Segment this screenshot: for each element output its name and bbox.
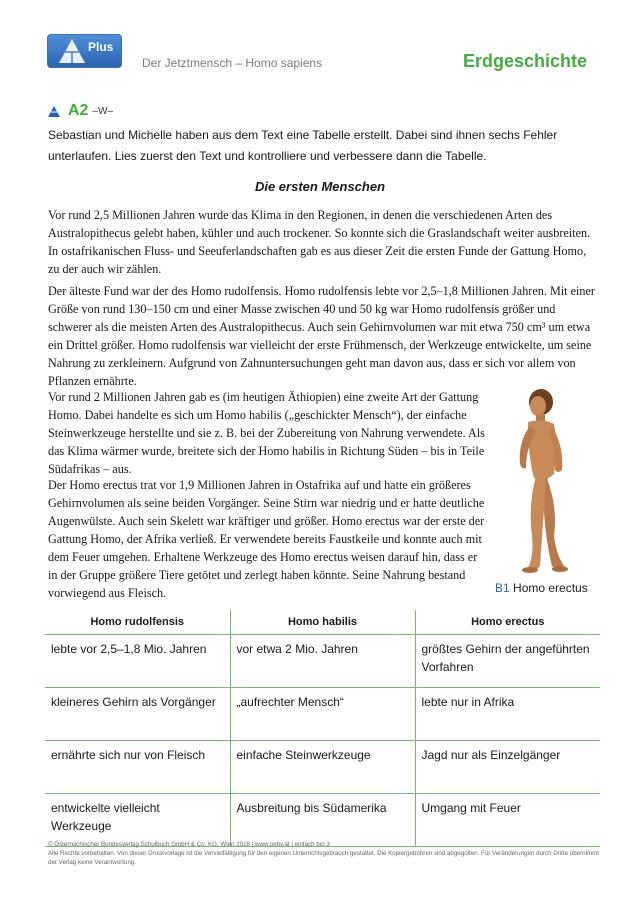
pyramid-icon <box>58 38 86 64</box>
text-paragraph-1: Vor rund 2,5 Millionen Jahren wurde das Klima in den Regionen, in denen die verschiedenen Arten des Australopithecus gelebt haben, kühler und auch trockener. So konnte sich die Graslandschaft weiter ausbreiten. In ostafrikanischen Fluss- und Seeuferlandschaften gab es aus dieser Zeit die ersten Funde der Gattung Homo, zu der auch wir zählen. <box>48 208 591 276</box>
text-paragraph-3: Vor rund 2 Millionen Jahren gab es (im heutigen Äthiopien) eine zweite Art der Gattung Homo. Dabei handelte es sich um Homo habilis („geschickter Mensch“), der einfache Steinwerkzeuge herstellte und sie z. B. bei der Zubereitung von Nahrung verwendete. Als das Klima wärmer wurde, breitete sich der Homo habilis in Richtung Süden – bis in Teile Südafrikas – aus. <box>48 390 485 476</box>
task-number: A2 <box>68 102 89 119</box>
table-cell: vor etwa 2 Mio. Jahren <box>230 635 415 688</box>
task-level: –W– <box>92 105 114 117</box>
text-paragraph-2: Der älteste Fund war der des Homo rudolfensis. Homo rudolfensis lebte vor 2,5–1,8 Millionen Jahren. Mit einer Größe von rund 130–150 cm und einer Masse zwischen 40 und 50 kg war Homo rudolfensis größer und schwerer als die meisten Arten des Australopithecus. Auch sein Gehirnvolumen war mit etwa 750 cm³ um etwa ein Drittel größer. Homo rudolfensis war vielleicht der erste Frühmensch, der Werkzeuge entwickelte, um seine Nahrung zu zerkleinern. Aufgrund von Zahnuntersuchungen geht man davon aus, dass er sich vor allem von Pflanzen ernährte. <box>48 284 595 388</box>
category-title: Erdgeschichte <box>462 51 587 71</box>
table-cell: lebte nur in Afrika <box>415 688 600 741</box>
table-header-row <box>45 610 600 635</box>
table-cell: entwickelte vielleicht Werkzeuge <box>45 794 230 847</box>
table-cell: einfache Steinwerkzeuge <box>230 741 415 794</box>
column-header: Homo erectus <box>415 610 600 635</box>
footer-line-2: Alle Rechte vorbehalten. Von dieser Druckvorlage ist die Vervielfältigung für den eigenen Unterrichtsgebrauch gestattet. Die Kopiergebühren sind abgegolten. Für Veränderungen durch Dritte übernimmt der Verlag keine Verantwortung. <box>48 850 600 866</box>
task-instruction: Sebastian und Michelle haben aus dem Text eine Tabelle erstellt. Dabei sind ihnen sechs Fehler unterlaufen. Lies zuerst den Text und kontrolliere und verbessere dann die Tabelle. <box>48 128 558 163</box>
table-row <box>45 688 600 741</box>
table-cell: größtes Gehirn der angeführten Vorfahren <box>415 635 600 688</box>
table-cell: Umgang mit Feuer <box>415 794 600 847</box>
footer-line-1: © Österreichischer Bundesverlag Schulbuch GmbH & Co. KG, Wien 2018 | www.oebv.at | einfach bio 3 <box>48 841 330 848</box>
difficulty-pyramid-icon <box>48 106 60 117</box>
subject-title: Der Jetztmensch – Homo sapiens <box>142 56 323 70</box>
figure-caption <box>495 581 588 595</box>
table-cell: lebte vor 2,5–1,8 Mio. Jahren <box>45 635 230 688</box>
text-title: Die ersten Menschen <box>254 179 386 194</box>
table-row <box>45 794 600 847</box>
text-paragraph-4: Der Homo erectus trat vor 1,9 Millionen Jahren in Ostafrika auf und hatte ein größeres Gehirnvolumen als seine beiden Vorgänger. Seine Stirn war niedrig und er hatte deutliche Augenwülste. Auch sein Skelett war kräftiger und größer. Homo erectus war der erste der Gattung Homo, der Afrika verließ. Er verwendete bereits Faustkeile und konnte auch mit dem Feuer umgehen. Erhaltene Werkzeuge des Homo erectus weisen darauf hin, dass er in der Gruppe größere Tiere getötet und zerlegt haben könnte. Seine Nahrung bestand vorwiegend aus Fleisch. <box>48 478 485 600</box>
table-cell: ernährte sich nur von Fleisch <box>45 741 230 794</box>
figure-number: B1 <box>495 581 510 595</box>
table-cell: Jagd nur als Einzelgänger <box>415 741 600 794</box>
table-row <box>45 635 600 688</box>
task-heading <box>48 102 113 120</box>
table-row <box>45 741 600 794</box>
publisher-plus-logo <box>47 34 122 68</box>
column-header: Homo habilis <box>230 610 415 635</box>
copyright-footer <box>48 840 608 867</box>
logo-text: Plus <box>88 40 114 54</box>
figure-caption-text: Homo erectus <box>513 581 588 595</box>
column-header: Homo rudolfensis <box>45 610 230 635</box>
table-cell: Ausbreitung bis Südamerika <box>230 794 415 847</box>
table-cell: kleineres Gehirn als Vorgänger <box>45 688 230 741</box>
table-cell: „aufrechter Mensch“ <box>230 688 415 741</box>
comparison-table <box>45 610 600 847</box>
homo-erectus-illustration <box>498 386 594 576</box>
